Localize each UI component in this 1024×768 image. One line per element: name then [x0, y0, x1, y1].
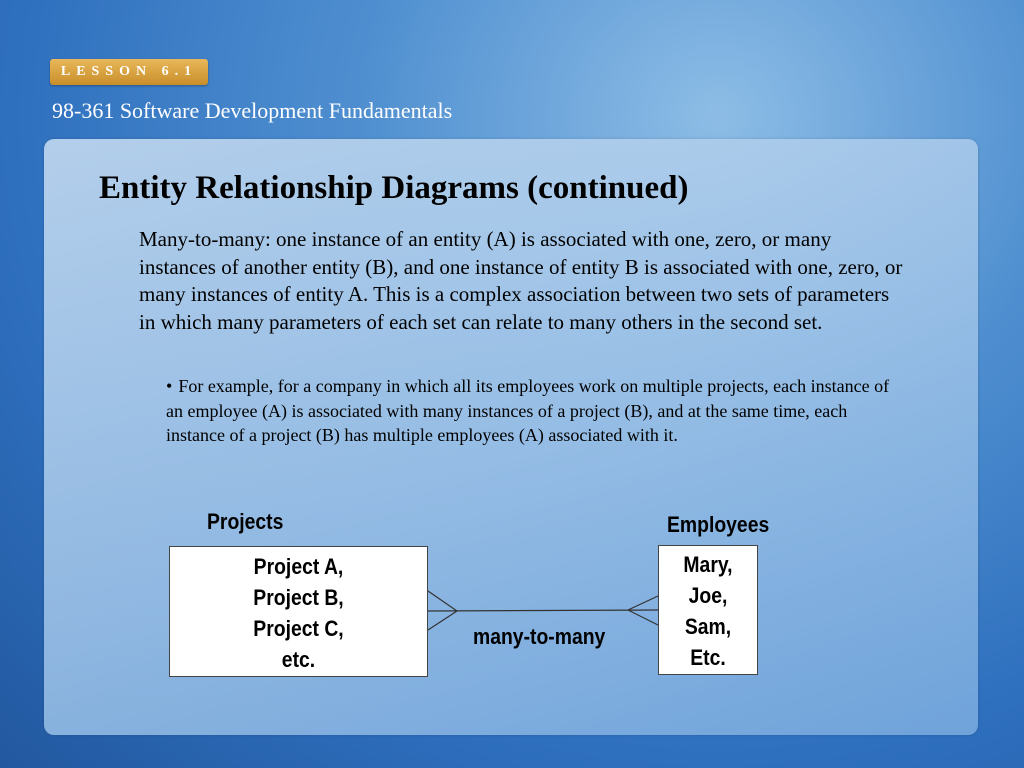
projects-item: Project C,	[253, 616, 344, 641]
projects-item: Project B,	[253, 585, 344, 610]
relationship-label: many-to-many	[473, 624, 606, 649]
slide-title: Entity Relationship Diagrams (continued)	[99, 170, 689, 206]
projects-item: Project A,	[253, 554, 344, 579]
employees-item: Sam,	[684, 614, 732, 639]
employees-item: Etc.	[690, 645, 726, 670]
course-title: 98-361 Software Development Fundamentals	[52, 98, 453, 123]
employees-item: Joe,	[688, 583, 728, 608]
sub-bullet-text: For example, for a company in which all its employees work on multiple projects, each instance of an employee (A) is associated with many instances of a project (B), and at the same time, each instance of a project (B) has multiple employees (A) associated with it.	[166, 376, 890, 445]
lesson-badge: LESSON 6.1	[50, 59, 208, 85]
employees-item: Mary,	[683, 552, 733, 577]
projects-heading: Projects	[207, 509, 284, 534]
main-paragraph: Many-to-many: one instance of an entity (A) is associated with one, zero, or many instances of another entity (B), and one instance of entity B is associated with one, zero, or many instances of entity A. This is a complex association between two sets of parameters in which many parameters of each set can relate to many others in the second set.	[139, 227, 903, 334]
sub-bullet	[166, 374, 906, 448]
projects-entity-box	[169, 546, 428, 677]
projects-item: etc.	[281, 647, 316, 672]
employees-entity-box	[658, 545, 758, 675]
employees-heading: Employees	[667, 512, 770, 537]
bullet-dot: •	[166, 376, 173, 396]
